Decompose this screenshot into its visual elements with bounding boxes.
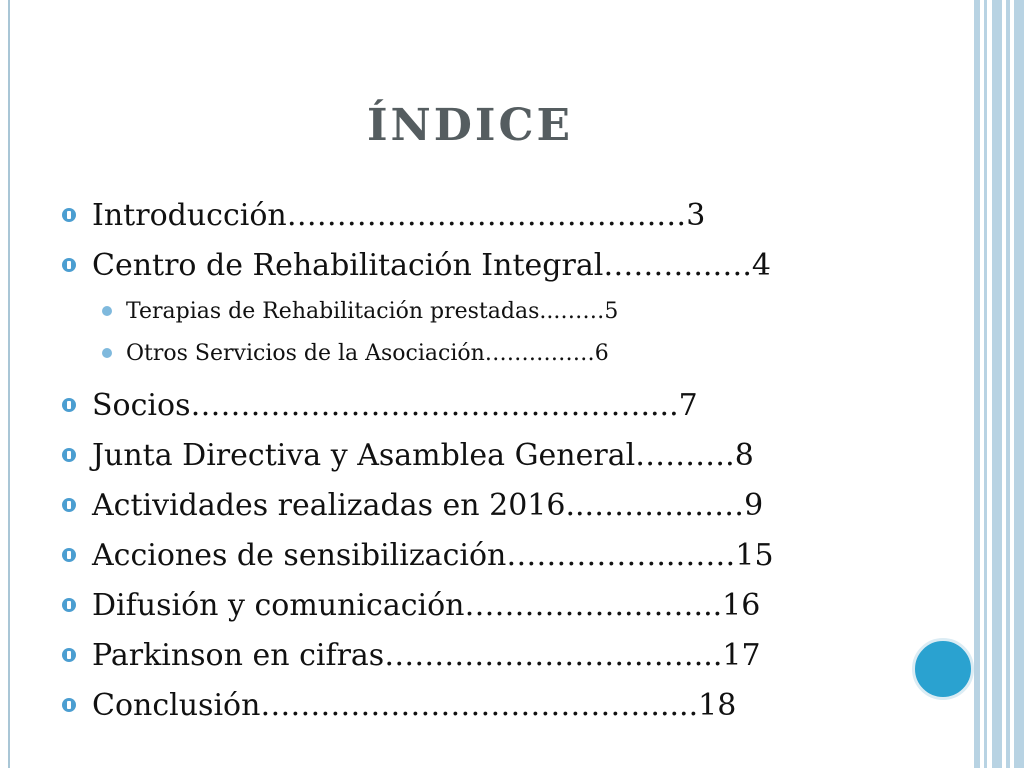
sub-bullet-icon <box>102 348 112 358</box>
toc-item-label: Difusión y comunicación……………..……...16 <box>92 587 761 623</box>
stripe <box>984 0 987 768</box>
toc-item-label: Junta Directiva y Asamblea General……….8 <box>92 437 754 473</box>
bullet-icon <box>62 398 76 412</box>
stripe <box>974 0 980 768</box>
stripe <box>1006 0 1010 768</box>
page-title: ÍNDICE <box>366 100 574 151</box>
toc-item-label: Conclusión………………………………….....18 <box>92 687 737 723</box>
bullet-icon <box>62 548 76 562</box>
toc-item[interactable] <box>62 380 922 430</box>
toc-item-label: Parkinson en cifras…………………….……...17 <box>92 637 761 673</box>
toc-subitem[interactable] <box>62 332 922 374</box>
bullet-icon <box>62 208 76 222</box>
toc-subitem-label: Terapias de Rehabilitación prestadas...……5 <box>126 298 619 324</box>
bullet-icon <box>62 498 76 512</box>
toc-item[interactable] <box>62 480 922 530</box>
toc-item-label: Introducción……………………………….…3 <box>92 197 706 233</box>
toc-item[interactable] <box>62 630 922 680</box>
toc-item[interactable] <box>62 240 922 290</box>
toc-item[interactable] <box>62 190 922 240</box>
bullet-icon <box>62 258 76 272</box>
toc-item[interactable] <box>62 580 922 630</box>
stripe <box>1014 0 1024 768</box>
toc-item[interactable] <box>62 530 922 580</box>
sub-bullet-icon <box>102 306 112 316</box>
toc-item-label: Centro de Rehabilitación Integral………..….4 <box>92 247 772 283</box>
toc-item-label: Socios………………………………………....7 <box>92 387 698 423</box>
toc-item[interactable] <box>62 680 922 730</box>
bullet-icon <box>62 598 76 612</box>
stripe <box>992 0 1002 768</box>
table-of-contents <box>62 190 922 730</box>
toc-item[interactable] <box>62 430 922 480</box>
toc-item-label: Acciones de sensibilización……………..……15 <box>92 537 774 573</box>
bullet-icon <box>62 648 76 662</box>
bullet-icon <box>62 698 76 712</box>
toc-subitem[interactable] <box>62 290 922 332</box>
decorative-circle <box>912 638 974 700</box>
decorative-stripes <box>974 0 1024 768</box>
toc-item-label: Actividades realizadas en 2016...……………9 <box>92 487 764 523</box>
toc-subitem-label: Otros Servicios de la Asociación……………6 <box>126 340 609 366</box>
bullet-icon <box>62 448 76 462</box>
